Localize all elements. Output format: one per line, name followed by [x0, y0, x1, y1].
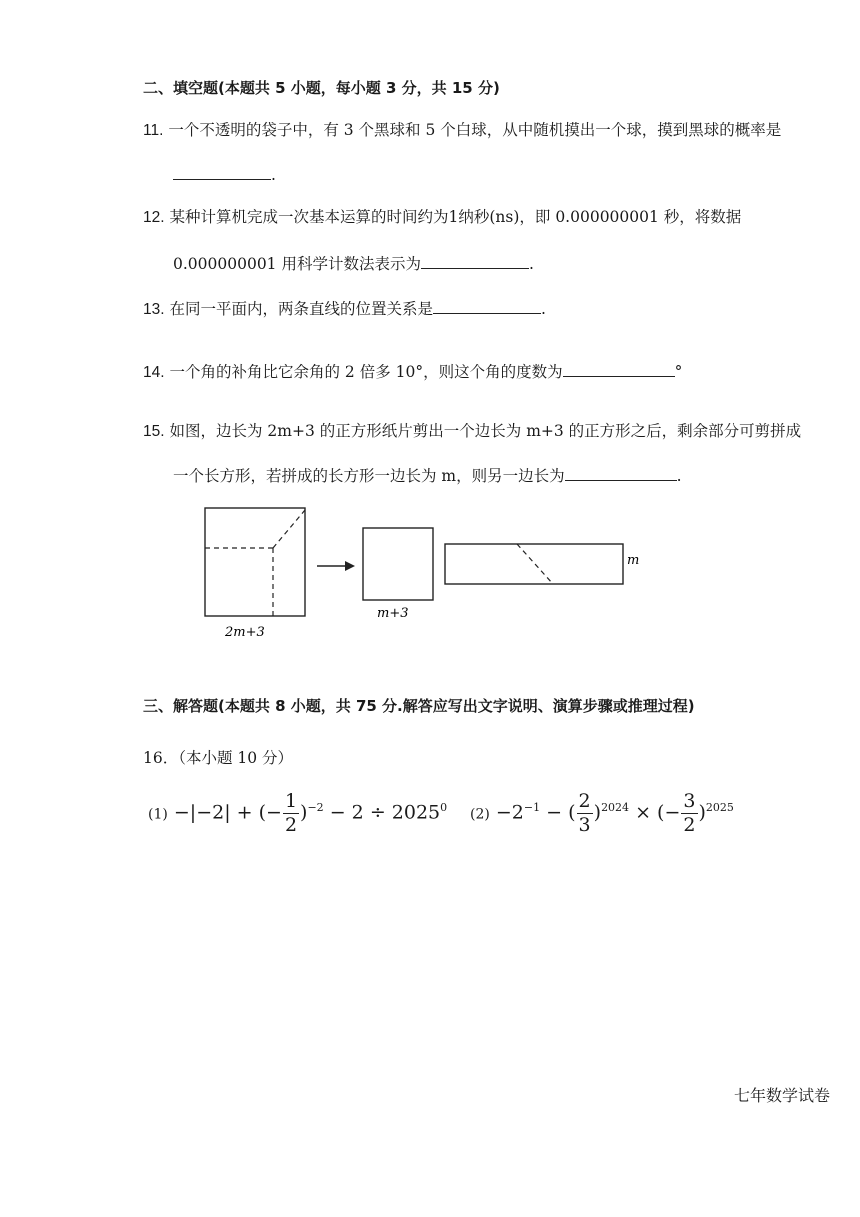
label-big-square: 2m+3	[225, 625, 265, 640]
question-15	[143, 421, 801, 442]
fraction: $\frac{1}{2}$	[284, 789, 298, 836]
label-small-square: m+3	[377, 606, 409, 621]
question-number: 11.	[143, 122, 164, 139]
q16-part-2: $(2) -2^{-1}$ − ( $\frac{2}{3}$ )$^{2024}$ × (− $\frac{3}{2}$ )$^{2025}$	[470, 789, 734, 836]
expr: −|−2| + (−	[173, 801, 282, 824]
part-label: (2)	[470, 806, 490, 823]
answer-line-11	[173, 163, 276, 185]
question-number: 13.	[143, 301, 165, 318]
q16-part-1: (1) −|−2| + (− $\frac{1}{2}$ )$^{-2} - 2 \div 2025^0$	[148, 789, 448, 836]
section-2-header: 二、填空题(本题共 5 小题，每小题 3 分，共 15 分)	[143, 79, 500, 97]
end-mark: .	[271, 166, 276, 184]
part-label: (1)	[148, 806, 168, 823]
question-text: 0.000000001 用科学计数法表示为	[173, 255, 421, 273]
answer-blank[interactable]	[565, 464, 677, 481]
question-text: 一个不透明的袋子中，有 3 个黑球和 5 个白球，从中随机摸出一个球，摸到黑球的概率是	[168, 121, 782, 139]
expr: − 2 ÷ 2025	[323, 801, 441, 824]
question-14	[143, 360, 682, 383]
question-text: 在同一平面内，两条直线的位置关系是	[169, 300, 434, 318]
end-mark: .	[676, 467, 682, 485]
page-footer: 七年数学试卷	[733, 1086, 830, 1105]
question-number: 12.	[143, 209, 165, 226]
answer-blank[interactable]	[433, 297, 541, 314]
end-mark: °	[674, 363, 683, 381]
end-mark: .	[528, 255, 534, 273]
label-rectangle: m	[627, 553, 640, 568]
expr: − (	[540, 801, 576, 824]
q15-figure	[195, 500, 645, 650]
end-mark: .	[541, 300, 546, 318]
question-13	[143, 297, 546, 320]
answer-blank[interactable]	[173, 163, 271, 180]
question-12	[143, 207, 741, 228]
fraction: $\frac{3}{2}$	[683, 789, 696, 836]
question-text: 一个角的补角比它余角的 2 倍多 10°，则这个角的度数为	[169, 363, 563, 381]
question-12-cont	[173, 252, 534, 274]
question-text: 一个长方形，若拼成的长方形一边长为 m，则另一边长为	[173, 467, 565, 485]
question-number: 15.	[143, 423, 165, 440]
question-text: 某种计算机完成一次基本运算的时间约为1纳秒(ns)，即 0.000000001 秒，将数据	[169, 208, 742, 226]
cut-line-diagonal	[273, 510, 305, 548]
exponent: 0	[440, 801, 448, 814]
rect-cut-line	[517, 544, 553, 584]
answer-blank[interactable]	[563, 360, 675, 377]
arrow-head-icon	[345, 561, 355, 571]
section-3-header: 三、解答题(本题共 8 小题，共 75 分.解答应写出文字说明、演算步骤或推理过程)	[143, 697, 695, 715]
question-11	[143, 120, 781, 141]
expr: × (−	[629, 801, 681, 824]
question-15-cont	[173, 464, 682, 486]
fraction: $\frac{2}{3}$	[578, 789, 591, 836]
question-number: 14.	[143, 364, 165, 381]
exponent: 2024	[601, 801, 630, 814]
answer-blank[interactable]	[421, 252, 529, 269]
small-square	[363, 528, 433, 600]
result-rectangle	[445, 544, 623, 584]
exponent: 2025	[705, 801, 734, 814]
exponent: −1	[523, 801, 541, 814]
question-16-title: 16．（本小题 10 分）	[143, 749, 294, 767]
expr: −2	[495, 801, 524, 824]
big-square	[205, 508, 305, 616]
question-text: 如图，边长为 2m+3 的正方形纸片剪出一个边长为 m+3 的正方形之后，剩余部分可剪拼成	[169, 422, 802, 440]
exponent: −2	[307, 801, 324, 814]
